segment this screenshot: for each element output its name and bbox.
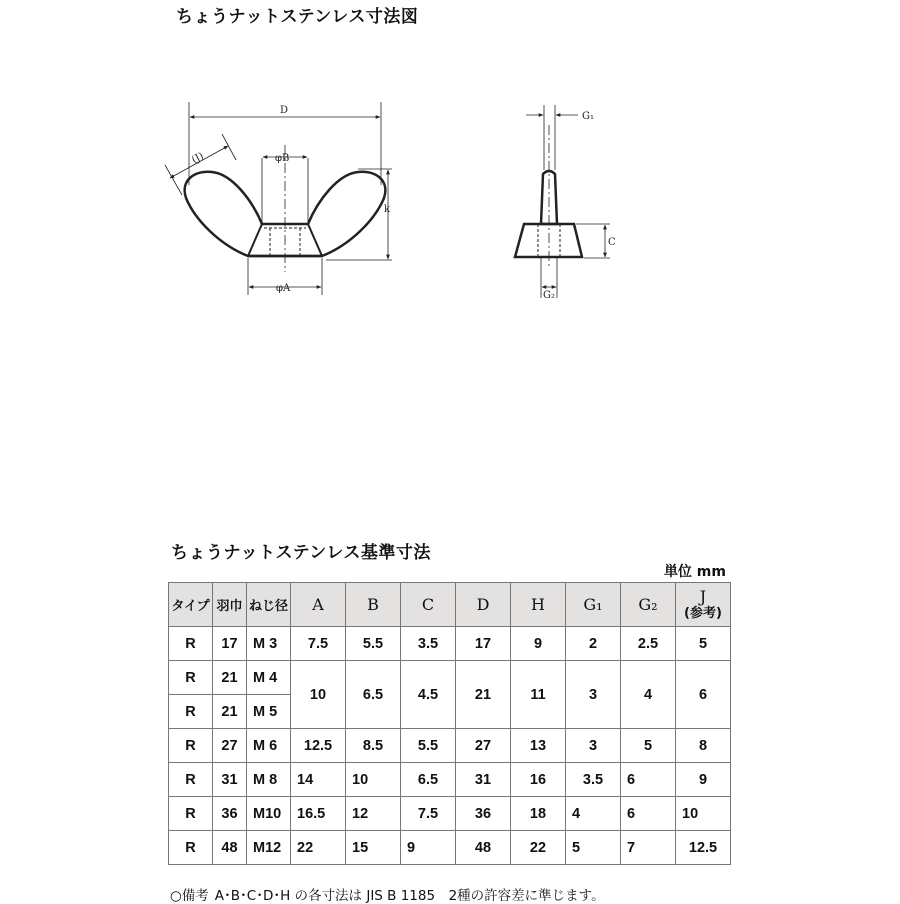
cell-H: 22 [511, 831, 566, 865]
cell-G1: 2 [566, 627, 621, 661]
cell-thread: M 4 [247, 661, 291, 695]
cell-thread: M 5 [247, 695, 291, 729]
header-type: タイプ [169, 583, 213, 627]
header-G2: G₂ [621, 583, 676, 627]
table-row [169, 729, 731, 763]
cell-type: R [169, 763, 213, 797]
cell-J: 12.5 [676, 831, 731, 865]
cell-G2: 6 [621, 797, 676, 831]
cell-B: 8.5 [346, 729, 401, 763]
header-D: D [456, 583, 511, 627]
wing-nut-side-view [515, 125, 582, 268]
dim-label-G1: G₁ [582, 111, 594, 122]
remarks-body: A･B･C･D･H の各寸法は JIS B 1185 2種の許容差に準じます。 [214, 888, 605, 904]
cell-A: 10 [291, 661, 346, 729]
cell-width: 27 [213, 729, 247, 763]
cell-type: R [169, 661, 213, 695]
cell-J: 9 [676, 763, 731, 797]
unit-label: 単位 mm [663, 564, 726, 580]
cell-B: 15 [346, 831, 401, 865]
dim-label-D: D [280, 105, 289, 116]
cell-C: 9 [401, 831, 456, 865]
header-G1: G₁ [566, 583, 621, 627]
cell-type: R [169, 797, 213, 831]
header-H: H [511, 583, 566, 627]
cell-G2: 4 [621, 661, 676, 729]
cell-C: 3.5 [401, 627, 456, 661]
cell-J: 5 [676, 627, 731, 661]
cell-G1: 4 [566, 797, 621, 831]
cell-H: 16 [511, 763, 566, 797]
drawing-title: ちょうナットステンレス寸法図 [176, 7, 419, 27]
cell-G2: 2.5 [621, 627, 676, 661]
cell-B: 5.5 [346, 627, 401, 661]
cell-D: 27 [456, 729, 511, 763]
cell-J: 10 [676, 797, 731, 831]
header-C: C [401, 583, 456, 627]
cell-thread: M 3 [247, 627, 291, 661]
dimension-drawing [0, 0, 900, 420]
cell-J: 6 [676, 661, 731, 729]
wing-nut-front-view [185, 145, 386, 272]
cell-D: 48 [456, 831, 511, 865]
header-thread: ねじ径 [247, 583, 291, 627]
dim-label-phiB: φB [275, 153, 290, 164]
cell-width: 48 [213, 831, 247, 865]
cell-H: 13 [511, 729, 566, 763]
dim-label-G2: G₂ [543, 290, 555, 301]
cell-width: 17 [213, 627, 247, 661]
cell-thread: M 6 [247, 729, 291, 763]
cell-G2: 7 [621, 831, 676, 865]
cell-D: 17 [456, 627, 511, 661]
cell-thread: M10 [247, 797, 291, 831]
cell-G2: 6 [621, 763, 676, 797]
header-wing-width: 羽巾 [213, 583, 247, 627]
cell-J: 8 [676, 729, 731, 763]
cell-width: 21 [213, 695, 247, 729]
dimension-table [168, 582, 731, 865]
table-row [169, 627, 731, 661]
remarks-prefix: ○備考 [170, 888, 209, 904]
table-row [169, 661, 731, 695]
cell-thread: M 8 [247, 763, 291, 797]
dim-label-phiA: φA [276, 283, 291, 294]
header-J-label: J [699, 586, 707, 606]
cell-width: 31 [213, 763, 247, 797]
cell-B: 6.5 [346, 661, 401, 729]
cell-A: 14 [291, 763, 346, 797]
cell-B: 10 [346, 763, 401, 797]
dim-label-J: (J) [190, 150, 206, 166]
table-row [169, 763, 731, 797]
cell-D: 36 [456, 797, 511, 831]
header-A: A [291, 583, 346, 627]
header-J [676, 583, 731, 627]
cell-width: 21 [213, 661, 247, 695]
cell-B: 12 [346, 797, 401, 831]
cell-A: 22 [291, 831, 346, 865]
cell-type: R [169, 695, 213, 729]
cell-G1: 3 [566, 729, 621, 763]
dim-label-H: k [384, 204, 391, 215]
cell-A: 16.5 [291, 797, 346, 831]
dim-label-C: C [608, 237, 616, 248]
cell-H: 9 [511, 627, 566, 661]
table-title: ちょうナットステンレス基準寸法 [171, 543, 431, 563]
cell-G2: 5 [621, 729, 676, 763]
cell-G1: 3.5 [566, 763, 621, 797]
cell-type: R [169, 729, 213, 763]
cell-D: 31 [456, 763, 511, 797]
cell-type: R [169, 831, 213, 865]
cell-width: 36 [213, 797, 247, 831]
header-J-ref: (参考) [684, 605, 722, 621]
cell-C: 4.5 [401, 661, 456, 729]
cell-C: 5.5 [401, 729, 456, 763]
cell-thread: M12 [247, 831, 291, 865]
table-row [169, 831, 731, 865]
cell-H: 11 [511, 661, 566, 729]
cell-H: 18 [511, 797, 566, 831]
cell-C: 7.5 [401, 797, 456, 831]
cell-C: 6.5 [401, 763, 456, 797]
header-B: B [346, 583, 401, 627]
table-row [169, 797, 731, 831]
cell-D: 21 [456, 661, 511, 729]
cell-A: 12.5 [291, 729, 346, 763]
remarks-note [170, 884, 611, 904]
cell-G1: 3 [566, 661, 621, 729]
table-header-row [169, 583, 731, 627]
cell-G1: 5 [566, 831, 621, 865]
cell-type: R [169, 627, 213, 661]
cell-A: 7.5 [291, 627, 346, 661]
